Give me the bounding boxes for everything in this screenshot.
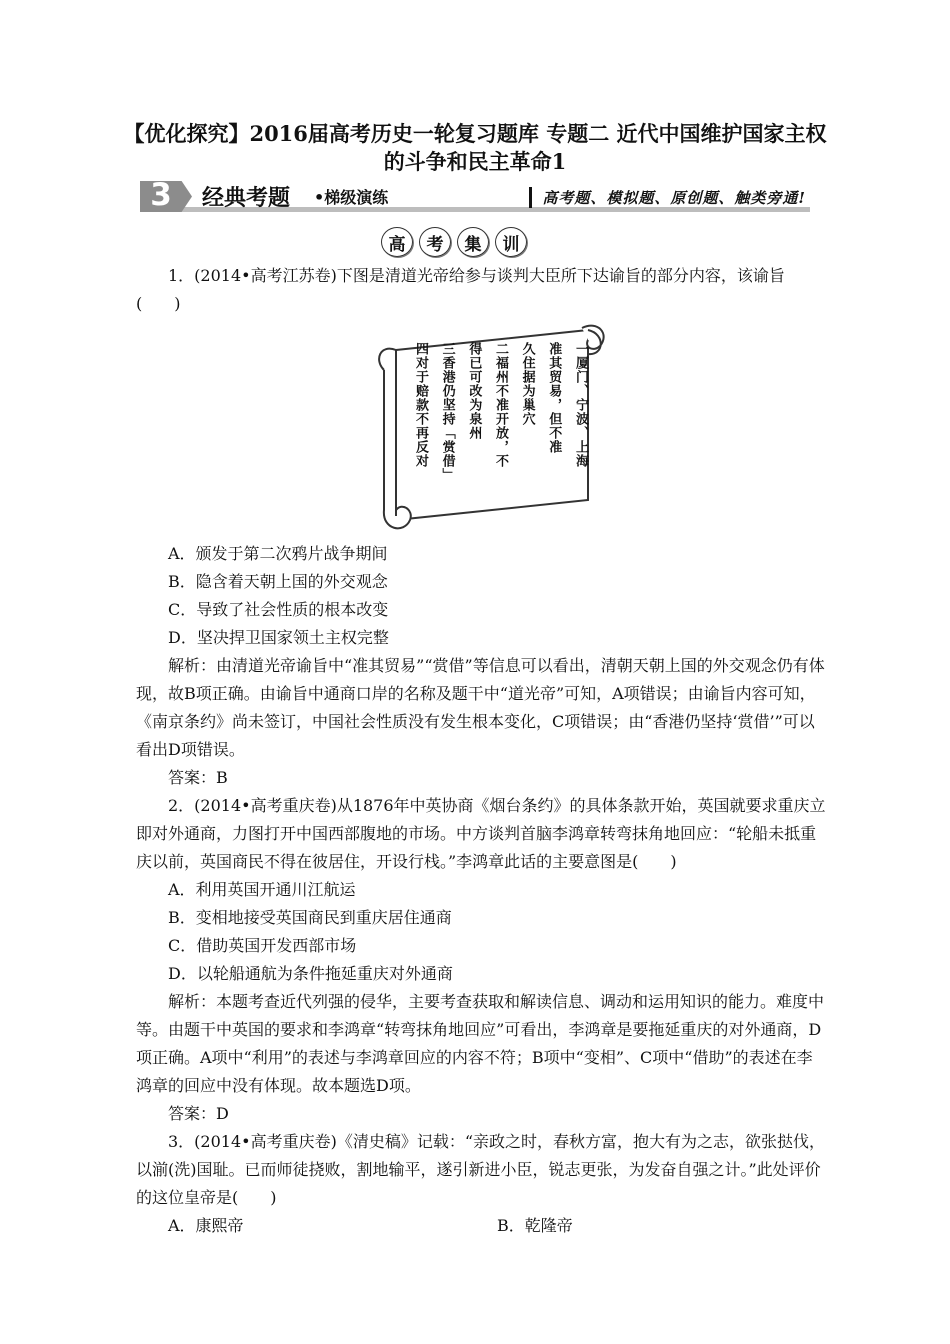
scroll-line: 准其贸易，但不准 xyxy=(546,342,562,454)
option: C．借助英国开发西部市场 xyxy=(168,936,357,955)
section-char: 集 xyxy=(457,227,489,257)
option: A．颁发于第二次鸦片战争期间 xyxy=(168,544,388,563)
scroll-line: 三香港仍坚持「赏借」 xyxy=(439,342,455,482)
banner-number: 3 xyxy=(150,177,172,213)
banner-main-title: 经典考题 xyxy=(202,186,291,211)
option: B．变相地接受英国商民到重庆居住通商 xyxy=(168,908,452,927)
answer: 答案：D xyxy=(168,1104,229,1123)
scroll-text xyxy=(412,342,588,512)
option: B．隐含着天朝上国的外交观念 xyxy=(168,572,388,591)
analysis: 解析：本题考查近代列强的侵华，主要考查获取和解读信息、调动和运用知识的能力。难度中等。由题干中英国的要求和李鸿章“转弯抹角地回应”可看出，李鸿章是要拖延重庆的对外通商，D项正确。A项中“利用”的表述与李鸿章回应的内容不符；B项中“变相”、C项中“借助”的表述在李鸿章的回应中没有体现。故本题选D项。 xyxy=(136,992,825,1095)
section-heading xyxy=(381,227,527,257)
answer: 答案：B xyxy=(168,768,228,787)
banner-subtitle: •梯级演练 xyxy=(314,188,389,207)
document-title: 【优化探究】2016届高考历史一轮复习题库 专题二 近代中国维护国家主权的斗争和民主革命1 xyxy=(123,121,827,174)
option: B．乾隆帝 xyxy=(497,1216,573,1235)
edict-scroll-figure xyxy=(136,320,826,536)
question-3-stem: 3．(2014•高考重庆卷)《清史稿》记载：“亲政之时，春秋方富，抱大有为之志，欲张挞伐，以湔(洗)国耻。已而师徒挠败，割地输平，遂引新进小臣，锐志更张，为发奋自强之计。”此处评价的这位皇帝是( ) xyxy=(136,1132,826,1207)
section-char: 训 xyxy=(495,227,527,257)
option-row xyxy=(136,1212,826,1240)
scroll-line: 久住据为巢穴 xyxy=(519,342,535,426)
option: D．坚决捍卫国家领土主权完整 xyxy=(168,628,389,647)
option: A．康熙帝 xyxy=(168,1216,244,1235)
scroll-line: 四对于赔款不再反对 xyxy=(413,342,428,468)
section-char: 高 xyxy=(381,227,413,257)
scroll-line: 一厦门、宁波、上海 xyxy=(572,342,588,468)
question-2-stem: 2．(2014•高考重庆卷)从1876年中英协商《烟台条约》的具体条款开始，英国就要求重庆立即对外通商，力图打开中国西部腹地的市场。中方谈判首脑李鸿章转弯抹角地回应：“轮船未抵重庆以前，英国商民不得在彼居住，开设行栈。”李鸿章此话的主要意图是( ) xyxy=(136,796,826,871)
option: A．利用英国开通川江航运 xyxy=(168,880,356,899)
scroll-line: 二福州不准开放，不 xyxy=(492,342,508,468)
option: C．导致了社会性质的根本改变 xyxy=(168,600,389,619)
questions xyxy=(136,262,826,1240)
banner-slogan: 高考题、模拟题、原创题、触类旁通! xyxy=(529,187,810,208)
question-1-stem: 1．(2014•高考江苏卷)下图是清道光帝给参与谈判大臣所下达谕旨的部分内容，该谕旨( ) xyxy=(136,266,785,313)
section-char: 考 xyxy=(419,227,451,257)
section-banner xyxy=(140,177,810,215)
analysis: 解析：由清道光帝谕旨中“准其贸易”“赏借”等信息可以看出，清朝天朝上国的外交观念仍有体现，故B项正确。由谕旨中通商口岸的名称及题干中“道光帝”可知，A项错误；由谕旨内容可知，《南京条约》尚未签订，中国社会性质没有发生根本变化，C项错误；由“香港仍坚持‘赏借’”可以看出D项错误。 xyxy=(136,656,825,759)
scroll-line: 得已可改为泉州 xyxy=(466,342,482,440)
option: D．以轮船通航为条件拖延重庆对外通商 xyxy=(168,964,453,983)
